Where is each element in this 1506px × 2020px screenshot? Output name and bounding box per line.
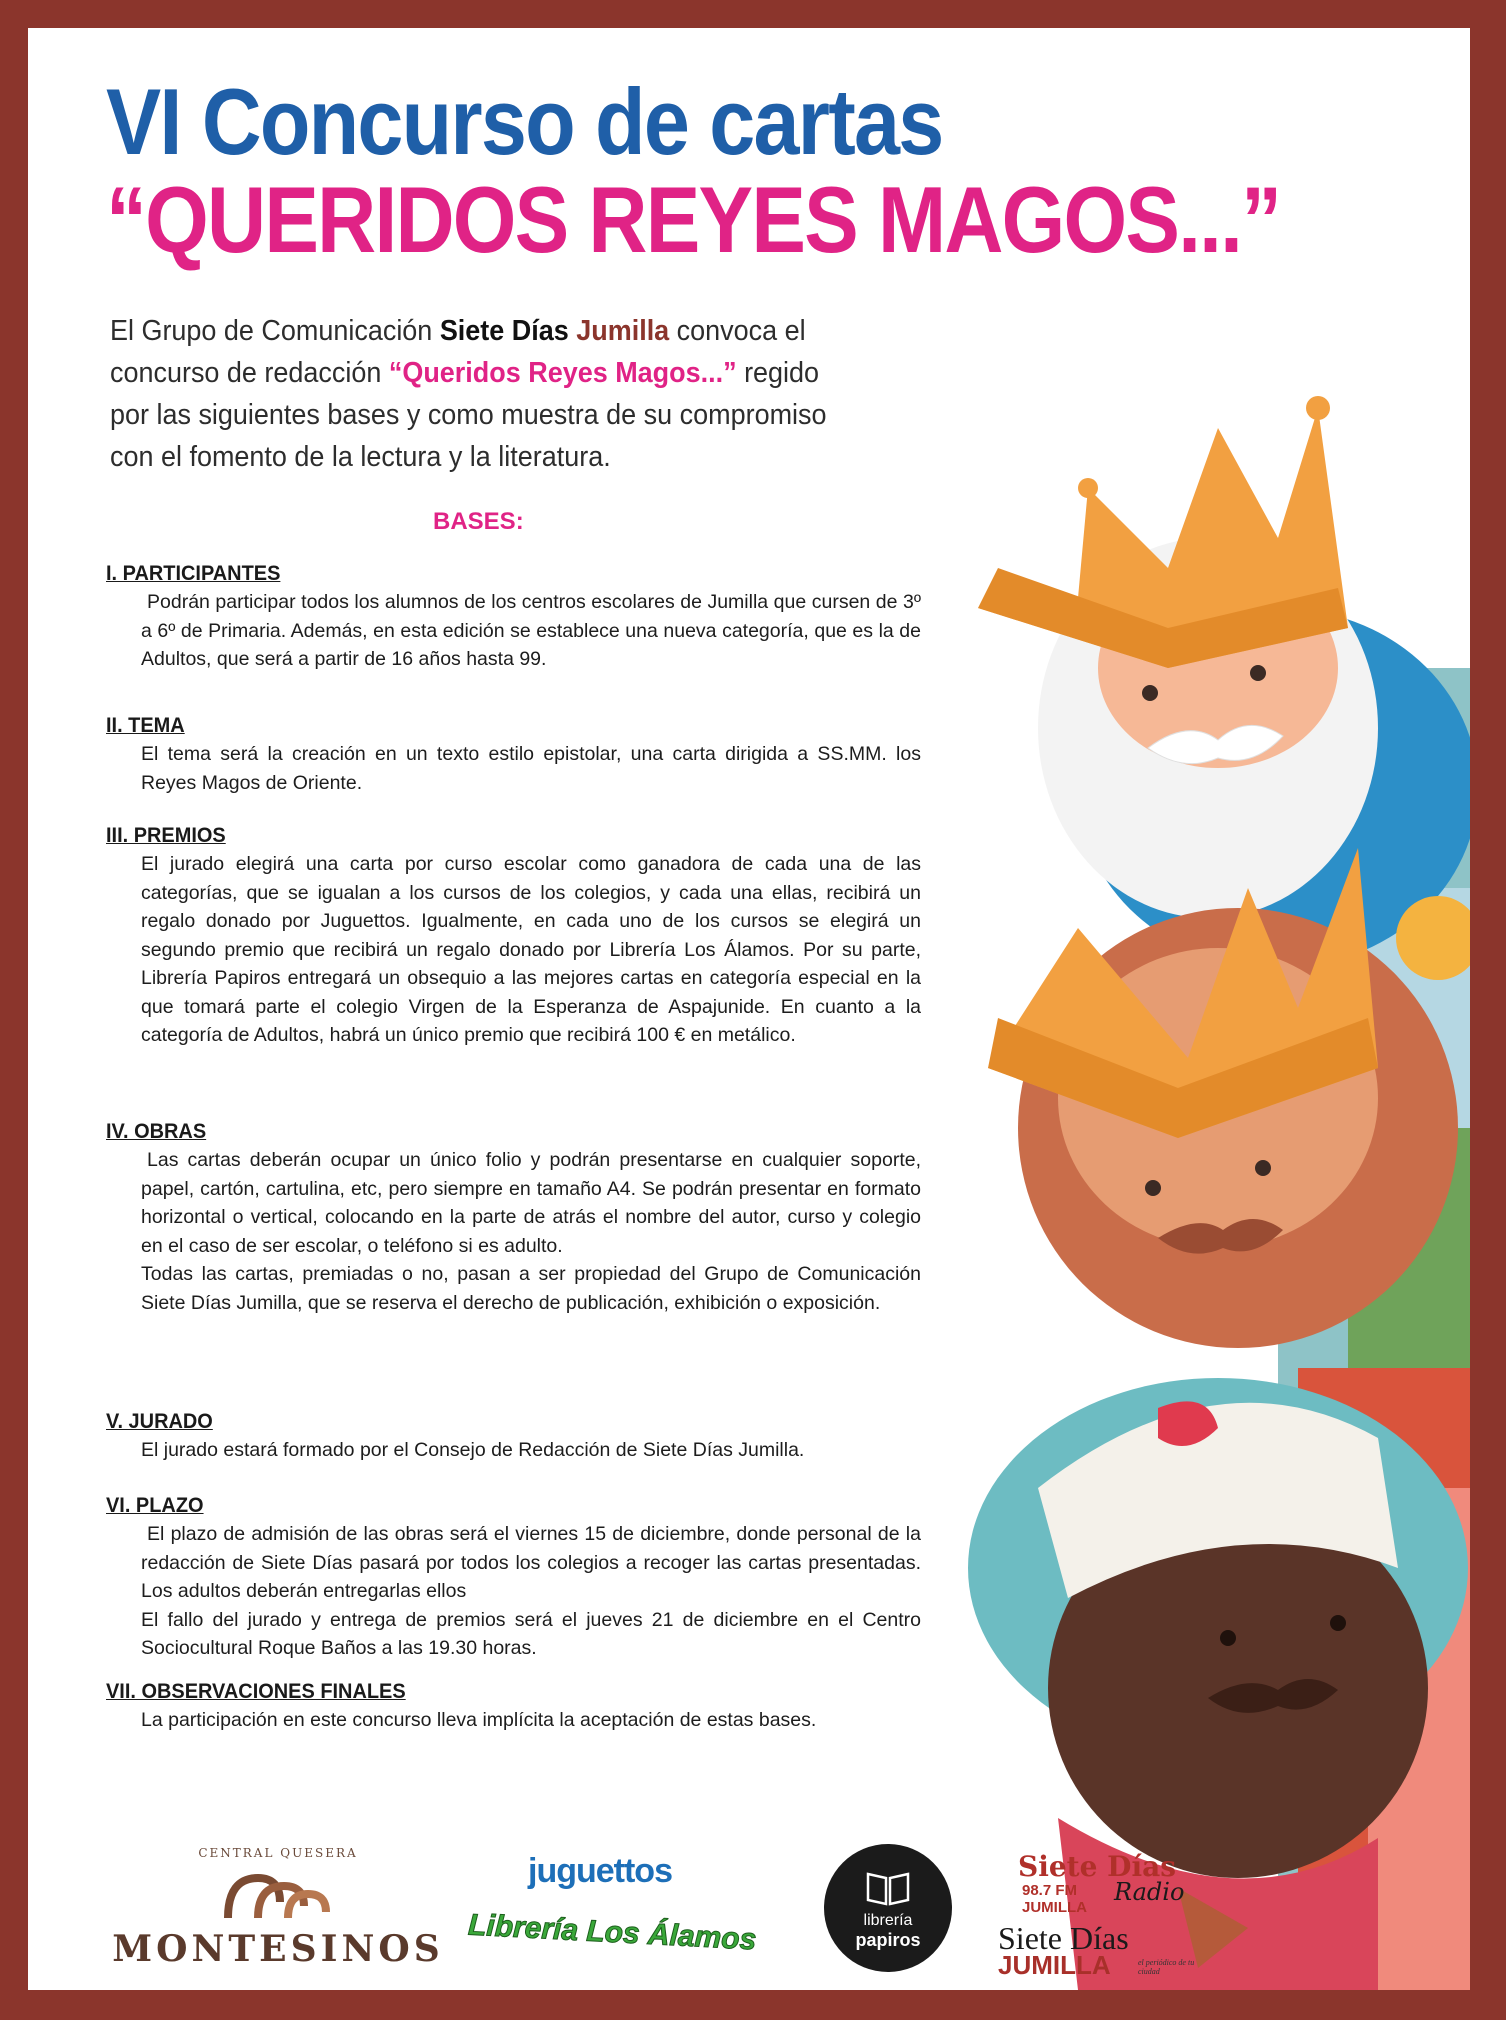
intro-part-1: El Grupo de Comunicación (110, 315, 440, 347)
libreria-papiros-logo (824, 1844, 952, 1972)
section-heading: II. TEMA (106, 714, 185, 737)
section-heading: VI. PLAZO (106, 1494, 204, 1517)
sdj-tagline: el periódico de tu ciudad (1138, 1958, 1195, 1976)
radio-city: JUMILLA (1022, 1899, 1087, 1916)
sdj-name: Siete Días (998, 1920, 1129, 1956)
section-tema (106, 714, 921, 797)
section-paragraph: Las cartas deberán ocupar un único folio y podrán presentarse en cualquier soporte, papel, cartón, cartulina, etc, pero siempre en tamaño A4. Se podrán presentar en formato horizontal o vertical, colocando en la parte de atrás el nombre del autor, curso y colegio en el caso de ser escolar, o teléfono si es adulto. (141, 1149, 921, 1257)
intro-paragraph (110, 310, 835, 478)
section-participantes (106, 562, 921, 674)
section-paragraph: Podrán participar todos los alumnos de los centros escolares de Jumilla que cursen de 3º a 6º de Primaria. Además, en esta edición se establece una nueva categoría, que es la de Adultos, que será a partir de 16 años hasta 99. (141, 591, 921, 670)
section-paragraph: El tema será la creación en un texto estilo epistolar, una carta dirigida a SS.MM. los Reyes Magos de Oriente. (141, 743, 921, 794)
intro-part-3: regido por las siguientes bases y como muestra de su compromiso con el fomento de la lectura y la literatura. (110, 357, 827, 473)
intro-highlight: “Queridos Reyes Magos...” (388, 357, 737, 389)
siete-dias-jumilla-logo (998, 1920, 1198, 1980)
title-line-1: VI Concurso de cartas (106, 69, 943, 174)
section-heading: I. PARTICIPANTES (106, 562, 281, 585)
section-observaciones (106, 1680, 896, 1735)
three-kings-illustration (918, 368, 1470, 1990)
section-heading: IV. OBRAS (106, 1120, 207, 1143)
section-paragraph: Todas las cartas, premiadas o no, pasan a ser propiedad del Grupo de Comunicación Siete Días Jumilla, que se reserva el derecho de publicación, exhibición o exposición. (141, 1263, 921, 1314)
bases-label: BASES: (433, 508, 524, 535)
section-paragraph: El jurado elegirá una carta por curso escolar como ganadora de cada una de las categorías, que se igualan a los cursos de los colegios, y cada una ellas, recibirá un regalo donado por Juguettos. Igualmente, en cada uno de los cursos se elegirá un segundo premio que recibirá un regalo donado por Librería Los Álamos. Por su parte, Librería Papiros entregará un obsequio a las mejores cartas en categoría especial en la que tomará parte el colegio Virgen de la Esperanza de Aspajunide. En cuanto a la categoría de Adultos, habrá un único premio que recibirá 100 € en metálico. (141, 853, 921, 1046)
section-premios (106, 824, 921, 1050)
section-paragraph: El jurado estará formado por el Consejo de Redacción de Siete Días Jumilla. (141, 1439, 805, 1461)
montesinos-name: MONTESINOS (112, 1928, 444, 1970)
sdj-city: JUMILLA (998, 1950, 1111, 1980)
king-gaspar (988, 848, 1470, 1408)
section-heading: VII. OBSERVACIONES FINALES (106, 1680, 406, 1703)
intro-part-2: convoca el concurso de redacción (110, 315, 806, 389)
section-paragraph: El plazo de admisión de las obras será el viernes 15 de diciembre, donde personal de la redacción de Siete Días pasará por todos los colegios a recoger las cartas presentadas. Los adultos deberán entregarlas ellos (141, 1523, 921, 1602)
section-obras (106, 1120, 921, 1317)
libreria-los-alamos-logo: Librería Los Álamos (467, 1908, 758, 1957)
section-plazo (106, 1494, 921, 1663)
section-heading: III. PREMIOS (106, 824, 226, 847)
book-icon (866, 1870, 910, 1906)
radio-word: Radio (1114, 1878, 1185, 1906)
section-paragraph: La participación en este concurso lleva implícita la aceptación de estas bases. (141, 1709, 817, 1731)
poster (28, 28, 1470, 1990)
montesinos-logo (108, 1846, 448, 1976)
king-melchor (978, 396, 1470, 968)
siete-dias-radio-logo (1018, 1850, 1198, 1916)
radio-frequency (1022, 1882, 1087, 1916)
title-line-2: “QUERIDOS REYES MAGOS...” (106, 167, 1281, 272)
radio-name: Siete Días (1018, 1850, 1176, 1883)
papiros-line-2: papiros (855, 1930, 921, 1950)
section-heading: V. JURADO (106, 1410, 213, 1433)
intro-brand-siete-dias: Siete Días (439, 315, 569, 347)
juguettos-logo: juguettos (528, 1852, 672, 1890)
intro-brand-jumilla: Jumilla (576, 315, 670, 347)
montesinos-arc-text: CENTRAL QUESERA (198, 1846, 358, 1860)
section-paragraph: El fallo del jurado y entrega de premios será el jueves 21 de diciembre en el Centro Sociocultural Roque Baños a las 19.30 horas. (141, 1608, 921, 1659)
sponsor-logos (28, 1828, 1470, 1990)
montesinos-emblem-icon (218, 1868, 338, 1924)
section-jurado (106, 1410, 896, 1465)
radio-freq: 98.7 FM (1022, 1882, 1078, 1899)
papiros-line-1: librería (863, 1912, 913, 1929)
